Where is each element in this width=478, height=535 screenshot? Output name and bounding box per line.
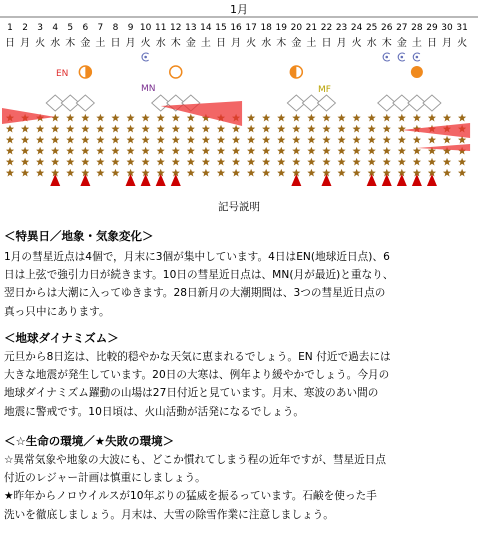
star-mark [36, 158, 44, 166]
day-number: 22 [320, 23, 333, 33]
star-mark [127, 158, 135, 166]
star-mark [353, 158, 361, 166]
star-mark [142, 114, 150, 122]
star-mark [247, 136, 255, 144]
weekday-label: 月 [20, 38, 31, 49]
section-3-line: ★昨年からノロウイルスが10年ぶりの猛威を振るっています。石鹸を使った手 [4, 490, 377, 503]
day-number: 31 [456, 23, 468, 33]
comet-row [142, 53, 420, 61]
star-mark [36, 125, 44, 133]
star-mark [232, 125, 240, 133]
day-number: 20 [290, 23, 303, 33]
star-mark [202, 169, 210, 177]
star-mark [383, 114, 391, 122]
weekday-label: 木 [276, 38, 287, 49]
weekday-label: 月 [442, 38, 453, 49]
star-mark [96, 125, 104, 133]
day-number: 11 [154, 23, 167, 33]
weekday-label: 水 [261, 38, 272, 49]
star-mark [142, 158, 150, 166]
section-1-line: 翌日からは大潮に入ってゆきます。28日新月の大潮期間は、3つの彗星近日点の [4, 287, 386, 300]
star-mark [157, 147, 165, 155]
star-mark [338, 169, 346, 177]
star-mark [307, 158, 315, 166]
weekday-label: 木 [65, 38, 76, 49]
star-mark [443, 136, 451, 144]
weekday-label: 火 [246, 38, 257, 49]
section-heading-3: ＜☆生命の環境／★失敗の環境＞ [4, 434, 175, 448]
star-mark [96, 136, 104, 144]
weekday-label: 火 [35, 38, 46, 49]
star-mark [111, 136, 119, 144]
star-mark [383, 125, 391, 133]
day-number: 18 [260, 23, 272, 33]
weekday-label: 金 [291, 38, 302, 49]
day-number: 3 [37, 23, 44, 33]
section-body-3 [4, 451, 474, 524]
day-number: 16 [230, 23, 242, 33]
comet-tail-wedge [402, 123, 470, 138]
section-2-line: 地震に警戒です。10日頃は、火山活動が活発になるでしょう。 [4, 405, 305, 418]
star-mark [217, 147, 225, 155]
star-mark [202, 125, 210, 133]
day-number: 12 [170, 23, 182, 33]
star-mark [262, 147, 270, 155]
star-mark [353, 125, 361, 133]
star-mark [398, 158, 406, 166]
star-mark [96, 158, 104, 166]
star-mark [51, 114, 59, 122]
day-number: 29 [426, 23, 438, 33]
weekday-label: 土 [306, 38, 317, 49]
star-mark [187, 125, 195, 133]
star-mark [96, 147, 104, 155]
star-mark [111, 169, 119, 177]
star-mark [202, 147, 210, 155]
comet-icon [398, 53, 405, 61]
star-mark [307, 136, 315, 144]
calendar-chart [0, 0, 478, 195]
comet-icon [383, 53, 390, 61]
weekday-label: 日 [110, 38, 121, 49]
triangle-marker [50, 174, 60, 186]
day-number: 6 [82, 23, 89, 33]
star-mark [368, 114, 376, 122]
star-mark [338, 147, 346, 155]
star-mark [292, 147, 300, 155]
star-mark [187, 114, 195, 122]
weekday-label: 日 [321, 38, 332, 49]
day-number: 26 [381, 23, 393, 33]
star-mark [36, 169, 44, 177]
star-mark [66, 136, 74, 144]
triangle-marker [412, 174, 422, 186]
section-1-line: 真っ只中にあります。 [4, 305, 110, 318]
star-mark [338, 114, 346, 122]
star-mark [142, 147, 150, 155]
star-mark [36, 147, 44, 155]
section-2-line: 大きな地震が発生しています。20日の大寒は、例年より緩やかでしょう。今月の [4, 369, 390, 382]
tide-diamond [76, 95, 94, 111]
star-mark [292, 114, 300, 122]
triangle-marker [156, 174, 166, 186]
comet-tail-wedge [2, 108, 55, 124]
star-mark [247, 125, 255, 133]
star-mark [413, 114, 421, 122]
section-2-line: 地球ダイナミズム躍動の山場は27日付近と見ています。月末、寒波のあい間の [4, 387, 379, 400]
weekday-label: 水 [366, 38, 377, 49]
section-body-1 [4, 248, 474, 321]
star-mark [262, 158, 270, 166]
star-mark [368, 136, 376, 144]
section-3-line: ☆異常気象や地象の大波にも、どこか慣れてしまう程の近年ですが、彗星近日点 [4, 454, 387, 466]
star-mark [413, 158, 421, 166]
star-mark [368, 125, 376, 133]
star-mark [353, 147, 361, 155]
first-quarter-moon-icon [79, 66, 91, 78]
day-number: 21 [305, 23, 318, 33]
weekday-label: 木 [170, 38, 181, 49]
day-number: 15 [215, 23, 227, 33]
day-number: 1 [7, 23, 13, 33]
star-mark [277, 147, 285, 155]
star-mark [21, 169, 29, 177]
star-mark [307, 169, 315, 177]
star-mark [111, 125, 119, 133]
star-mark [21, 158, 29, 166]
day-number: 14 [200, 23, 212, 33]
star-mark [111, 147, 119, 155]
star-mark [338, 158, 346, 166]
star-mark [368, 158, 376, 166]
tide-diamond [317, 95, 335, 111]
weekday-label: 金 [80, 38, 91, 49]
star-mark [277, 136, 285, 144]
full-moon-icon [170, 66, 182, 78]
star-mark [322, 136, 330, 144]
tide-diamond [423, 95, 441, 111]
star-mark [127, 125, 135, 133]
comet-dot [401, 56, 404, 59]
star-mark [322, 147, 330, 155]
weekday-label: 木 [381, 38, 392, 49]
day-number: 2 [22, 23, 28, 33]
star-mark [232, 136, 240, 144]
day-number: 19 [275, 23, 287, 33]
weekday-label: 土 [411, 38, 422, 49]
star-mark [157, 158, 165, 166]
star-mark [277, 169, 285, 177]
star-mark [277, 158, 285, 166]
star-mark [111, 158, 119, 166]
star-mark [322, 158, 330, 166]
star-mark [383, 147, 391, 155]
star-mark [428, 136, 436, 144]
triangle-marker [291, 174, 301, 186]
day-number-row [7, 23, 468, 33]
star-mark [443, 169, 451, 177]
day-number: 25 [365, 23, 378, 33]
mn-label: MN [141, 84, 156, 94]
weekday-label: 火 [351, 38, 362, 49]
day-number: 17 [245, 23, 257, 33]
triangle-marker [141, 174, 151, 186]
weekday-label: 金 [185, 38, 196, 49]
star-mark [66, 147, 74, 155]
star-mark [413, 136, 421, 144]
star-mark [172, 125, 180, 133]
star-mark [81, 114, 89, 122]
section-2-line: 元旦から8日迄は、比較的穏やかな天気に恵まれるでしょう。EN 付近で過去には [4, 351, 391, 363]
weekday-label: 金 [396, 38, 407, 49]
star-mark [307, 147, 315, 155]
weekday-label: 月 [231, 38, 242, 49]
star-mark [202, 136, 210, 144]
day-number: 7 [97, 23, 104, 33]
star-mark [187, 158, 195, 166]
star-mark [292, 125, 300, 133]
star-mark [142, 125, 150, 133]
star-mark [111, 114, 119, 122]
star-mark [66, 158, 74, 166]
star-mark [307, 114, 315, 122]
star-mark [187, 136, 195, 144]
star-mark [217, 169, 225, 177]
weekday-label: 日 [215, 38, 226, 49]
star-mark [217, 136, 225, 144]
star-mark [51, 147, 59, 155]
triangle-marker [427, 174, 437, 186]
weekday-label: 日 [5, 38, 15, 49]
star-mark [262, 169, 270, 177]
star-mark [353, 169, 361, 177]
star-mark [187, 147, 195, 155]
star-mark [21, 125, 29, 133]
section-heading-2: ＜地球ダイナミズム＞ [4, 331, 119, 345]
star-mark [6, 169, 14, 177]
section-heading-1: ＜特異日／地象・気象変化＞ [4, 229, 154, 243]
star-mark [6, 125, 14, 133]
triangle-marker [397, 174, 407, 186]
star-mark [81, 158, 89, 166]
star-mark [157, 114, 165, 122]
star-mark [172, 158, 180, 166]
star-mark [232, 147, 240, 155]
star-mark [262, 136, 270, 144]
star-mark [51, 158, 59, 166]
star-mark [338, 125, 346, 133]
weekday-label: 土 [200, 38, 211, 49]
star-mark [322, 125, 330, 133]
star-mark [277, 125, 285, 133]
weekday-row [5, 36, 467, 49]
star-mark [247, 114, 255, 122]
star-mark [66, 125, 74, 133]
star-mark [127, 114, 135, 122]
weekday-label: 水 [155, 38, 166, 49]
weekday-label: 火 [457, 38, 468, 49]
star-mark [398, 147, 406, 155]
triangle-marker [126, 174, 136, 186]
star-mark [292, 136, 300, 144]
triangle-marker [367, 174, 377, 186]
weekday-label: 日 [426, 38, 437, 49]
star-mark [157, 136, 165, 144]
weekday-label: 火 [140, 38, 151, 49]
day-number: 24 [350, 23, 363, 33]
diamond-row [46, 95, 441, 111]
star-mark [247, 147, 255, 155]
star-mark [202, 158, 210, 166]
star-mark [81, 125, 89, 133]
star-mark [172, 136, 180, 144]
star-mark [172, 147, 180, 155]
star-mark [66, 114, 74, 122]
last-quarter-moon-icon [290, 66, 302, 78]
star-mark [232, 158, 240, 166]
star-mark [262, 125, 270, 133]
star-mark [21, 147, 29, 155]
star-mark [96, 169, 104, 177]
star-mark [383, 158, 391, 166]
day-number: 10 [139, 23, 152, 33]
day-number: 23 [335, 23, 348, 33]
day-number: 27 [396, 23, 408, 33]
comet-dot [416, 56, 419, 59]
weekday-label: 月 [336, 38, 347, 49]
star-mark [96, 114, 104, 122]
month-label: 1月 [230, 3, 248, 16]
star-mark [81, 136, 89, 144]
day-number: 9 [127, 23, 134, 33]
section-body-2 [4, 348, 474, 421]
comet-dot [385, 56, 388, 59]
triangle-marker [80, 174, 90, 186]
star-mark [6, 158, 14, 166]
star-mark [443, 158, 451, 166]
mf-label: MF [318, 85, 331, 95]
star-mark [21, 136, 29, 144]
star-mark [127, 147, 135, 155]
day-number: 4 [52, 23, 59, 33]
section-1-line: 日は上弦で強引力日が続きます。10日の彗星近日点は、MN(月が最近)と重なり、 [4, 269, 394, 282]
star-mark [458, 114, 466, 122]
star-mark [51, 125, 59, 133]
star-mark [247, 158, 255, 166]
triangle-marker [321, 174, 331, 186]
star-mark [353, 114, 361, 122]
day-number: 13 [185, 23, 197, 33]
star-mark [443, 114, 451, 122]
star-mark [127, 136, 135, 144]
day-number: 28 [411, 23, 423, 33]
star-mark [66, 169, 74, 177]
comet-icon [413, 53, 420, 61]
day-number: 8 [112, 23, 119, 33]
star-mark [81, 147, 89, 155]
star-mark [292, 158, 300, 166]
star-mark [172, 114, 180, 122]
moon-phase-row [79, 66, 423, 78]
star-mark [217, 125, 225, 133]
en-label: EN [56, 69, 69, 79]
star-mark [398, 114, 406, 122]
section-3-line: 洗いを徹底しましょう。月末は、大雪の除雪作業に注意しましょう。 [4, 508, 334, 521]
star-mark [307, 125, 315, 133]
star-mark [368, 147, 376, 155]
star-mark [353, 136, 361, 144]
triangle-marker [382, 174, 392, 186]
star-mark [6, 136, 14, 144]
section-1-line: 1月の彗星近点は4個で，月末に3個が集中しています。4日はEN(地球近日点)、6 [4, 251, 390, 263]
triangle-row [50, 174, 437, 186]
day-number: 5 [67, 23, 74, 33]
new-moon-icon [411, 66, 423, 78]
star-mark [398, 125, 406, 133]
star-mark [51, 136, 59, 144]
star-mark [277, 114, 285, 122]
star-mark [157, 125, 165, 133]
star-mark [383, 136, 391, 144]
star-mark [338, 136, 346, 144]
legend-title: 記号説明 [218, 201, 260, 213]
star-mark [6, 147, 14, 155]
star-mark [247, 169, 255, 177]
comet-dot [144, 56, 147, 59]
weekday-label: 水 [50, 38, 61, 49]
star-mark [458, 158, 466, 166]
section-3-line: 付近のレジャー計画は慎重にしましょう。 [4, 472, 206, 485]
star-mark [398, 136, 406, 144]
star-mark [232, 169, 240, 177]
star-mark [217, 158, 225, 166]
star-mark [262, 114, 270, 122]
star-mark [187, 169, 195, 177]
comet-icon [142, 53, 149, 61]
weekday-label: 土 [95, 38, 106, 49]
star-mark [458, 169, 466, 177]
day-number: 30 [441, 23, 453, 33]
star-mark [142, 136, 150, 144]
star-mark [428, 114, 436, 122]
star-mark [36, 136, 44, 144]
triangle-marker [171, 174, 181, 186]
star-mark [428, 158, 436, 166]
star-mark [322, 114, 330, 122]
weekday-label: 月 [125, 38, 136, 49]
